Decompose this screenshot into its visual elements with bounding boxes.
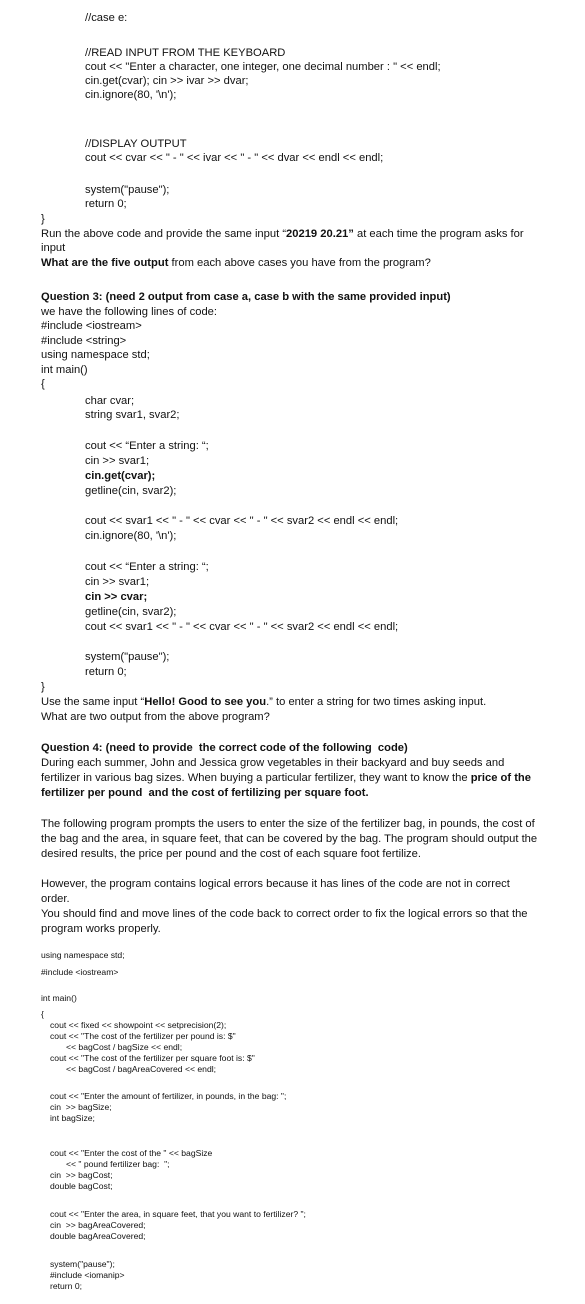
- code-line: getline(cin, svar2);: [85, 606, 177, 618]
- code-line: #include <string>: [41, 335, 127, 347]
- code-line: getline(cin, svar2);: [85, 485, 177, 497]
- code-line: cin >> cvar;: [85, 591, 148, 603]
- code-line: return 0;: [50, 1281, 83, 1291]
- code-line: using namespace std;: [41, 950, 125, 960]
- code-comment: //READ INPUT FROM THE KEYBOARD: [85, 47, 286, 59]
- code-line: cout << "Enter the area, in square feet, that you want to fertilizer? ";: [50, 1209, 306, 1219]
- paragraph-line: The following program prompts the users to enter the size of the fertilizer bag, in pounds, the cost of: [41, 818, 535, 830]
- code-line: cin >> svar1;: [85, 455, 150, 467]
- paragraph-line: program works properly.: [41, 923, 161, 935]
- paragraph-line: desired results, the price per pound and the cost of each square foot fertilize.: [41, 848, 421, 860]
- code-line: cin.get(cvar);: [85, 470, 156, 482]
- question-3-title: Question 3: (need 2 output from case a, case b with the same provided input): [41, 291, 451, 303]
- code-line: << " pound fertilizer bag: ";: [66, 1159, 170, 1169]
- code-line: using namespace std;: [41, 349, 150, 361]
- code-line: system("pause");: [85, 651, 170, 663]
- code-line: #include <iostream>: [41, 967, 119, 977]
- code-line: << bagCost / bagAreaCovered << endl;: [66, 1064, 217, 1074]
- instruction-text: Use the same input “Hello! Good to see you.” to enter a string for two times asking input.: [41, 696, 487, 708]
- code-line: cout << "Enter the cost of the " << bagSize: [50, 1148, 213, 1158]
- code-line: cout << "Enter a character, one integer, one decimal number : " << endl;: [85, 61, 441, 73]
- paragraph-line: fertilizer per pound and the cost of fertilizing per square foot.: [41, 787, 369, 799]
- code-line: int bagSize;: [50, 1113, 95, 1123]
- code-line: system("pause");: [85, 184, 170, 196]
- code-line: cout << "Enter the amount of fertilizer, in pounds, in the bag: ";: [50, 1091, 287, 1101]
- code-line: #include <iomanip>: [50, 1270, 125, 1280]
- code-line: }: [41, 213, 45, 225]
- code-line: #include <iostream>: [41, 320, 142, 332]
- paragraph-line: fertilizer in various bag sizes. When buying a particular fertilizer, they want to know the price of the: [41, 772, 531, 784]
- instruction-text: What are two output from the above program?: [41, 711, 270, 723]
- code-line: double bagAreaCovered;: [50, 1231, 146, 1241]
- code-line: cin.ignore(80, '\n');: [85, 530, 177, 542]
- paragraph-line: order.: [41, 893, 70, 905]
- code-line: int main(): [41, 993, 77, 1003]
- paragraph-line: During each summer, John and Jessica grow vegetables in their backyard and buy seeds and: [41, 757, 505, 769]
- code-line: return 0;: [85, 666, 127, 678]
- code-line: }: [41, 681, 45, 693]
- instruction-text: Run the above code and provide the same input “20219 20.21” at each time the program asks for: [41, 228, 524, 240]
- instruction-text: input: [41, 242, 66, 254]
- question-4-title: Question 4: (need to provide the correct code of the following code): [41, 742, 408, 754]
- paragraph-line: You should find and move lines of the code back to correct order to fix the logical errors so that the: [41, 908, 528, 920]
- code-line: cout << svar1 << " - " << cvar << " - " << svar2 << endl << endl;: [85, 515, 399, 527]
- code-line: cout << “Enter a string: “;: [85, 440, 209, 452]
- code-line: return 0;: [85, 198, 127, 210]
- code-line: cin >> bagCost;: [50, 1170, 113, 1180]
- code-line: cout << "The cost of the fertilizer per pound is: $": [50, 1031, 236, 1041]
- code-line: string svar1, svar2;: [85, 409, 180, 421]
- code-line: cout << "The cost of the fertilizer per square foot is: $": [50, 1053, 255, 1063]
- code-line: cin >> bagSize;: [50, 1102, 112, 1112]
- case-e-heading: //case e:: [85, 12, 128, 24]
- code-line: cout << “Enter a string: “;: [85, 561, 209, 573]
- paragraph-line: the bag and the area, in square feet, that can be covered by the bag. The program should output the: [41, 833, 538, 845]
- code-line: cout << fixed << showpoint << setprecision(2);: [50, 1020, 227, 1030]
- code-line: cin >> bagAreaCovered;: [50, 1220, 146, 1230]
- paragraph-line: However, the program contains logical errors because it has lines of the code are not in correct: [41, 878, 510, 890]
- code-line: {: [41, 1009, 44, 1019]
- code-line: int main(): [41, 364, 88, 376]
- code-line: cin.get(cvar); cin >> ivar >> dvar;: [85, 75, 249, 87]
- code-line: {: [41, 378, 45, 390]
- code-line: cin >> svar1;: [85, 576, 150, 588]
- code-line: char cvar;: [85, 395, 135, 407]
- code-comment: //DISPLAY OUTPUT: [85, 138, 187, 150]
- code-line: double bagCost;: [50, 1181, 113, 1191]
- code-line: cin.ignore(80, '\n');: [85, 89, 177, 101]
- code-line: cout << cvar << " - " << ivar << " - " << dvar << endl << endl;: [85, 152, 384, 164]
- instruction-text: What are the five output from each above cases you have from the program?: [41, 257, 431, 269]
- code-line: system("pause");: [50, 1259, 115, 1269]
- code-line: cout << svar1 << " - " << cvar << " - " << svar2 << endl << endl;: [85, 621, 399, 633]
- code-line: << bagCost / bagSize << endl;: [66, 1042, 183, 1052]
- code-line: we have the following lines of code:: [41, 306, 218, 318]
